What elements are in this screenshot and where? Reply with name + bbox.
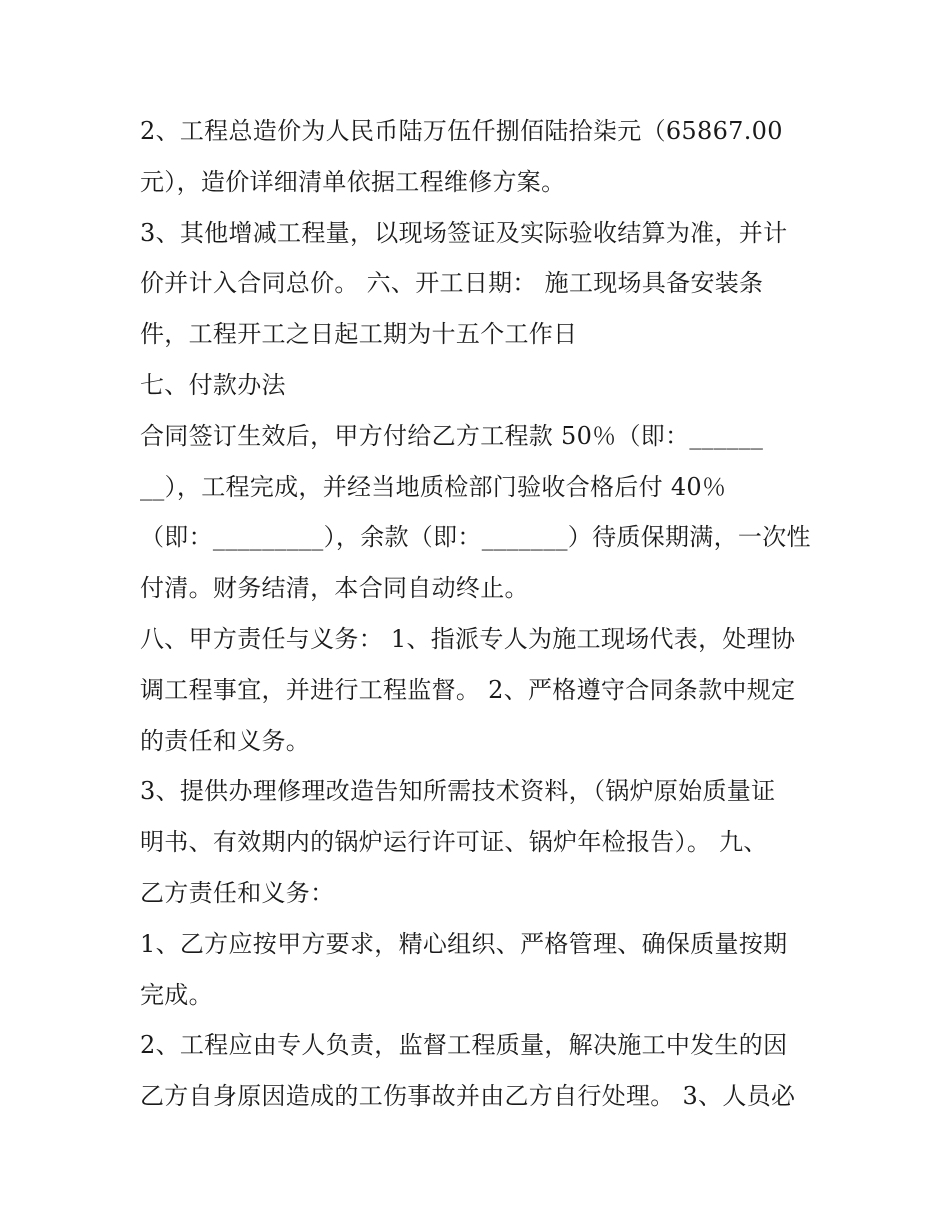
text-line: 乙方自身原因造成的工伤事故并由乙方自行处理。 3、人员必 [140,1082,796,1111]
text-line: 八、甲方责任与义务： 1、指派专人为施工现场代表，处理协 [140,624,796,653]
text-line: 1、乙方应按甲方要求，精心组织、严格管理、确保质量按期 [140,929,788,958]
text-line: 3、其他增减工程量，以现场签证及实际验收结算为准，并计 [140,218,788,247]
text-line: （即：_________），余款（即：_______）待质保期满，一次性 [140,523,811,552]
text-line: 2、工程总造价为人民币陆万伍仟捌佰陆拾柒元（65867.00 [140,117,783,145]
text-line: 3、提供办理修理改造告知所需技术资料，（锅炉原始质量证 [140,777,776,806]
text-line: 元），造价详细清单依据工程维修方案。 [140,167,566,196]
text-line: 调工程事宜，并进行工程监督。 2、严格遵守合同条款中规定 [140,675,796,704]
text-line: __），工程完成，并经当地质检部门验收合格后付 40％ [140,472,727,501]
text-line: 的责任和义务。 [140,726,311,755]
text-line: 合同签订生效后，甲方付给乙方工程款 50％（即：______ [140,421,764,450]
section-heading-party-b: 乙方责任和义务： [140,878,335,907]
text-line: 付清。财务结清，本合同自动终止。 [140,574,529,603]
text-line: 明书、有效期内的锅炉运行许可证、锅炉年检报告）。 九、 [140,828,768,857]
section-heading-payment: 七、付款办法 [140,370,286,399]
contract-body-text [140,106,830,1122]
text-line: 价并计入合同总价。 六、开工日期： 施工现场具备安装条 [140,269,764,298]
text-line: 件，工程开工之日起工期为十五个工作日 [140,320,578,349]
text-line: 2、工程应由专人负责，监督工程质量，解决施工中发生的因 [140,1031,788,1060]
text-line: 完成。 [140,980,213,1009]
